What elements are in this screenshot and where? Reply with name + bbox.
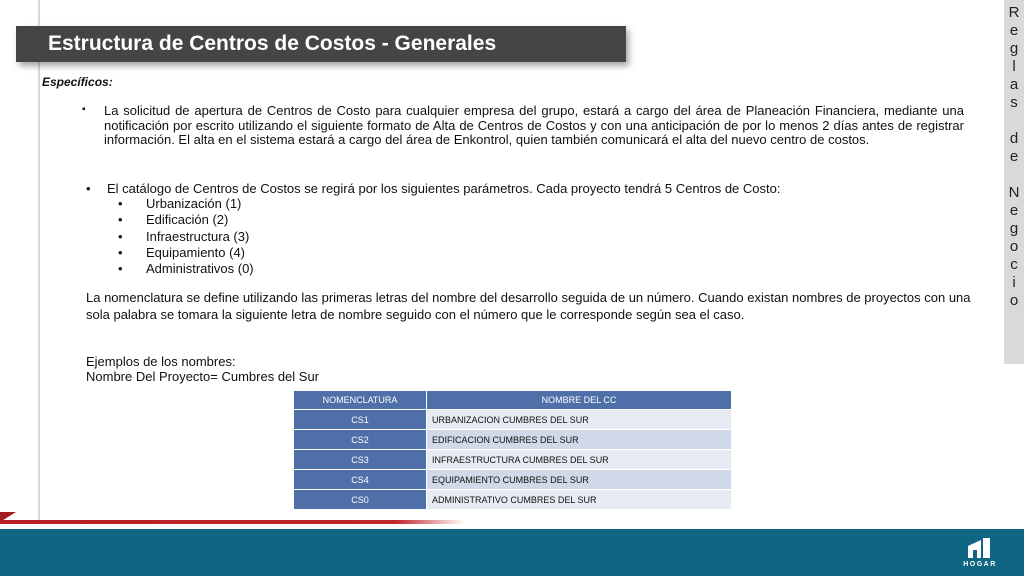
header-nombre-cc: NOMBRE DEL CC — [427, 391, 732, 410]
square-bullet-icon: ▪ — [82, 104, 86, 115]
side-tab-reglas-de-negocio — [1004, 0, 1024, 364]
side-tab-letter: o — [1009, 292, 1019, 309]
side-tab-letter: l — [1012, 58, 1016, 75]
side-tab-letter: o — [1009, 238, 1019, 255]
table-row — [294, 490, 732, 510]
logo-wordmark: HOGAR — [963, 561, 997, 568]
side-tab-letter: g — [1009, 220, 1019, 237]
bullet-icon: • — [118, 228, 123, 244]
cell-name: ADMINISTRATIVO CUMBRES DEL SUR — [427, 490, 732, 510]
examples-label: Ejemplos de los nombres: — [86, 354, 236, 369]
cell-code: CS0 — [294, 490, 427, 510]
side-tab-letter: s — [1010, 94, 1018, 111]
round-bullet-icon: • — [86, 181, 91, 196]
side-tab-letter: N — [1008, 184, 1020, 201]
side-tab-letter: R — [1008, 4, 1020, 21]
table-header-row — [294, 391, 732, 410]
list-item: • Administrativos (0) — [118, 261, 254, 277]
hogar-logo — [960, 538, 1000, 572]
list-item: • Infraestructura (3) — [118, 228, 250, 244]
side-tab-letter: e — [1009, 22, 1019, 39]
cell-name: INFRAESTRUCTURA CUMBRES DEL SUR — [427, 450, 732, 470]
project-name-line: Nombre Del Proyecto= Cumbres del Sur — [86, 369, 320, 384]
list-item: • Equipamiento (4) — [118, 244, 245, 260]
cost-center-table — [293, 390, 732, 510]
cost-center-list — [118, 196, 254, 277]
section-subtitle: Específicos: — [42, 75, 113, 89]
house-logo-icon — [968, 538, 990, 558]
paragraph-apertura: La solicitud de apertura de Centros de Costo para cualquier empresa del grupo, estará a cargo del área de Planeación Financiera, mediante una notificación por escrito utilizando el siguiente formato de Alta de Centros de Costos y con una anticipación de por lo menos 2 días antes de registrar información. El alta en el sistema estará a cargo del área de Enkontrol, quien también comunicará el alta del nuevo centro de costos. — [104, 103, 964, 147]
table-row — [294, 470, 732, 490]
cell-code: CS2 — [294, 430, 427, 450]
cell-name: URBANIZACION CUMBRES DEL SUR — [427, 410, 732, 430]
paragraph-catalogo: El catálogo de Centros de Costos se regirá por los siguientes parámetros. Cada proyecto tendrá 5 Centros de Costo: — [107, 181, 781, 196]
side-tab-letter: c — [1010, 256, 1018, 273]
side-tab-letter: e — [1009, 148, 1019, 165]
examples-block — [86, 354, 319, 384]
list-item: • Urbanización (1) — [118, 196, 242, 211]
cell-name: EQUIPAMIENTO CUMBRES DEL SUR — [427, 470, 732, 490]
cell-name: EDIFICACION CUMBRES DEL SUR — [427, 430, 732, 450]
bullet-icon: • — [118, 196, 123, 211]
side-tab-letter: d — [1009, 130, 1019, 147]
cell-code: CS3 — [294, 450, 427, 470]
table-row — [294, 410, 732, 430]
bullet-icon: • — [118, 261, 123, 277]
side-tab-letter: i — [1012, 274, 1016, 291]
footer-band — [0, 529, 1024, 576]
left-vertical-rule — [38, 0, 40, 520]
bullet-icon: • — [118, 244, 123, 260]
header-nomenclatura: NOMENCLATURA — [294, 391, 427, 410]
table-row — [294, 430, 732, 450]
red-accent-line — [0, 520, 465, 524]
list-item: • Edificación (2) — [118, 212, 229, 228]
slide-title: Estructura de Centros de Costos - Generales — [16, 26, 626, 62]
cell-code: CS1 — [294, 410, 427, 430]
side-tab-letter: a — [1009, 76, 1019, 93]
paragraph-nomenclatura: La nomenclatura se define utilizando las primeras letras del nombre del desarrollo seguida de un número. Cuando existan nombres de proyectos con una sola palabra se tomara la siguiente letra de nombre seguido con el número que le corresponde según sea el caso. — [86, 290, 971, 322]
side-tab-letter: e — [1009, 202, 1019, 219]
cell-code: CS4 — [294, 470, 427, 490]
bullet-icon: • — [118, 212, 123, 228]
table-row — [294, 450, 732, 470]
side-tab-letter: g — [1009, 40, 1019, 57]
